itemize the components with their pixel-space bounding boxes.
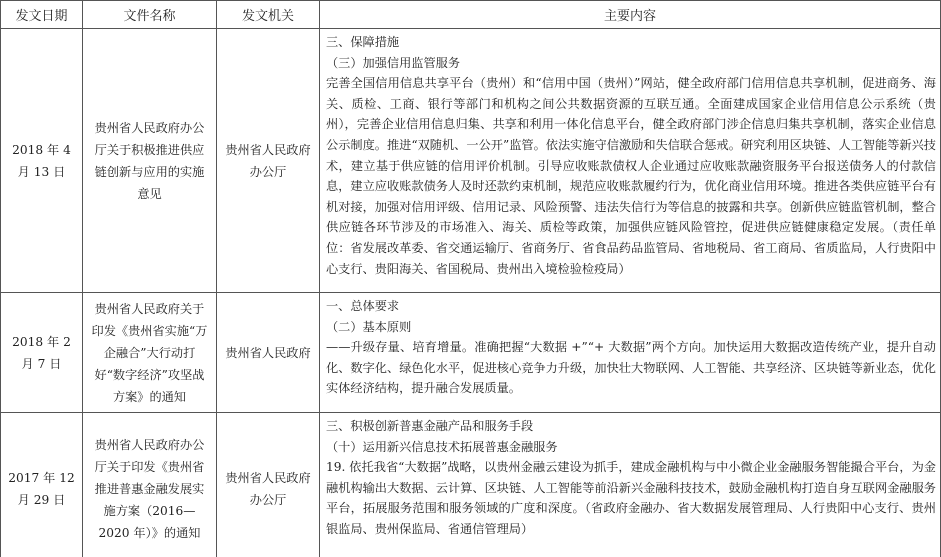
table-header-row	[1, 1, 941, 29]
document-name-cell: 贵州省人民政府关于印发《贵州省实施“万企融合”大行动打好“数字经济”攻坚战方案》的通知	[83, 293, 217, 413]
table-row	[1, 29, 941, 293]
section-heading: 三、积极创新普惠金融产品和服务手段	[326, 419, 534, 433]
issuer-cell: 贵州省人民政府办公厅	[217, 29, 320, 293]
section-heading: 三、保障措施	[326, 35, 400, 49]
content-body: 完善全国信用信息共享平台（贵州）和“信用中国（贵州）”网站，健全政府部门信用信息共享机制，促进商务、海关、质检、工商、银行等部门和机构之间公共数据资源的互联互通。全面建成国家企业信用信息公示系统（贵州），完善企业信用信息归集、共享和利用一体化信息平台，健全政府部门涉企信息归集共享机制，落实企业信息公示制度。推进“双随机、一公开”监管。依法实施守信激励和失信联合惩戒。研究利用区块链、人工智能等新兴技术，建立基于供应链的信用评价机制。引导应收账款债权人企业通过应收账款融资服务平台报送债务人的付款信息，建立应收账款债务人及时还款约束机制，规范应收账款履约行为，优化商业信用环境。推进各类供应链平台有机对接，加强对信用评级、信用记录、风险预警、违法失信行为等信息的披露和共享。创新供应链监管机制，整合供应链各环节涉及的市场准入、海关、质检等政策，加强供应链风险管控，促进供应链健康稳定发展。（责任单位：省发展改革委、省交通运输厅、省商务厅、省食品药品监管局、省地税局、省工商局、省质监局，人行贵阳中心支行、贵阳海关、省国税局、贵州出入境检验检疫局）	[326, 76, 936, 276]
issuer-cell: 贵州省人民政府	[217, 293, 320, 413]
issuer-cell: 贵州省人民政府办公厅	[217, 413, 320, 557]
header-name: 文件名称	[83, 1, 217, 29]
date-cell: 2018 年 2 月 7 日	[1, 293, 83, 413]
document-name-cell: 贵州省人民政府办公厅关于印发《贵州省推进普惠金融发展实施方案（2016—2020 年）》的通知	[83, 413, 217, 557]
date-cell: 2018 年 4 月 13 日	[1, 29, 83, 293]
header-date: 发文日期	[1, 1, 83, 29]
content-body: 19. 依托我省“大数据”战略，以贵州金融云建设为抓手，建成金融机构与中小微企业金融服务智能撮合平台，为金融机构输出大数据、云计算、区块链、人工智能等前沿新兴金融科技技术，鼓励金融机构打造自身互联网金融服务平台，拓展服务范围和服务领域的广度和深度。（省政府金融办、省大数据发展管理局、人行贵阳中心支行、贵州银监局、贵州保监局、省通信管理局）	[326, 460, 936, 536]
date-cell: 2017 年 12 月 29 日	[1, 413, 83, 557]
section-heading: 一、总体要求	[326, 299, 400, 313]
content-cell	[320, 293, 941, 413]
subsection-heading: （三）加强信用监管服务	[326, 55, 461, 70]
subsection-heading: （二）基本原则	[326, 319, 412, 334]
content-cell	[320, 413, 941, 557]
content-cell	[320, 29, 941, 293]
document-name-cell: 贵州省人民政府办公厅关于积极推进供应链创新与应用的实施意见	[83, 29, 217, 293]
header-issuer: 发文机关	[217, 1, 320, 29]
content-body: ——升级存量、培育增量。准确把握“大数据 +”“+ 大数据”两个方向。加快运用大数据改造传统产业，提升自动化、数字化、绿色化水平，促进核心竞争力升级，加快壮大物联网、人工智能、共享经济、区块链等新业态，优化实体经济结构，提升融合发展质量。	[326, 340, 936, 396]
table-row	[1, 293, 941, 413]
header-content: 主要内容	[320, 1, 941, 29]
table-row	[1, 413, 941, 557]
subsection-heading: （十）运用新兴信息技术拓展普惠金融服务	[326, 439, 558, 454]
